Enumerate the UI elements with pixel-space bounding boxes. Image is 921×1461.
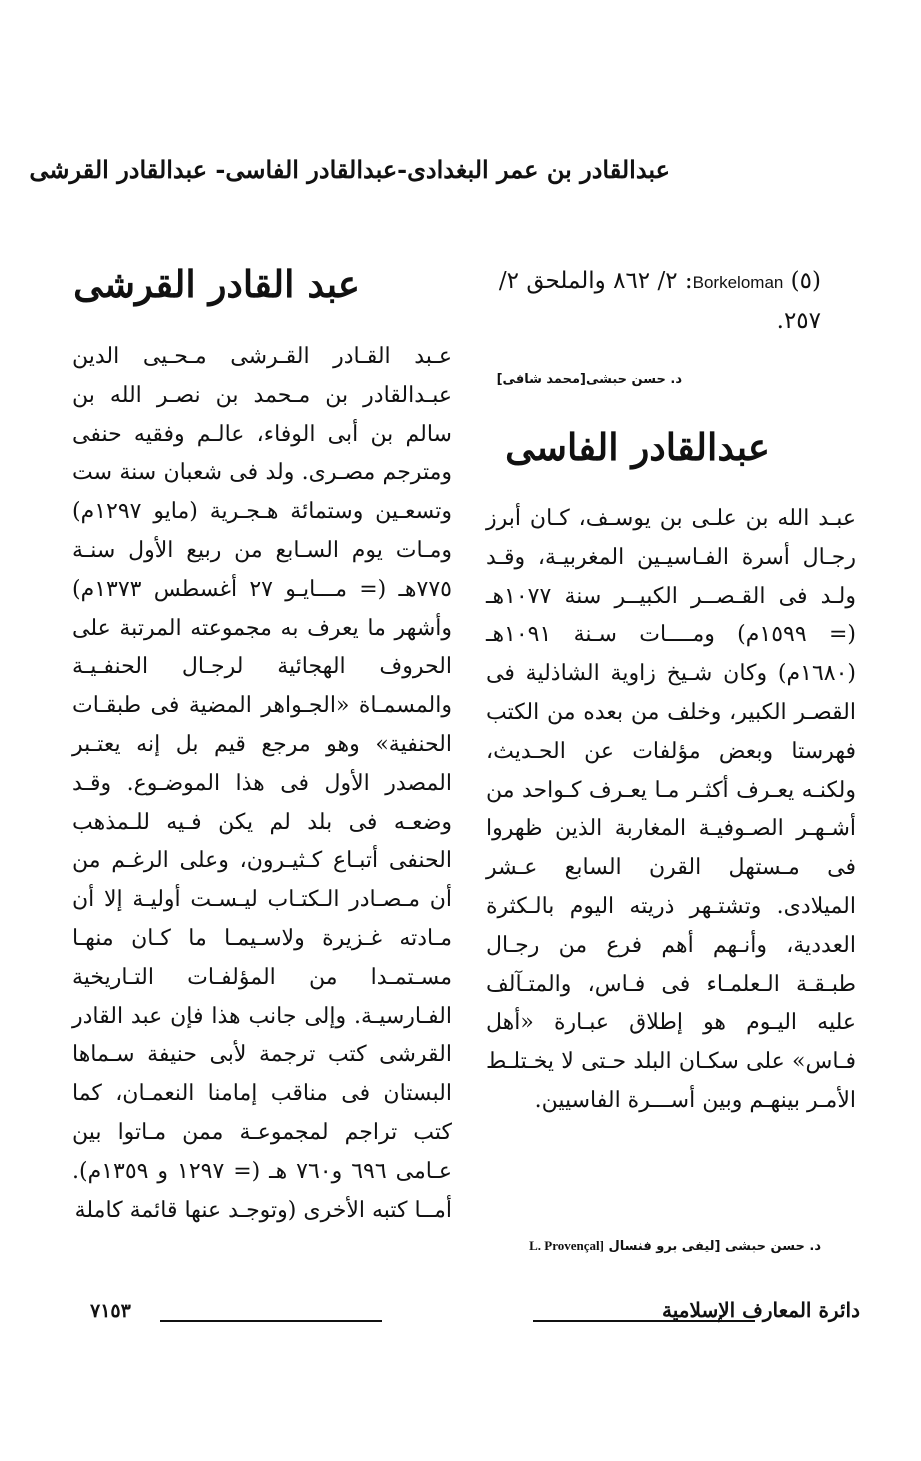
footer-title: دائرة المعارف الإسلامية	[662, 1298, 860, 1322]
footnote-number: (٥)	[790, 268, 821, 294]
article-fasi-signature	[506, 1238, 821, 1254]
page-number: ٧١٥٣	[90, 1300, 131, 1322]
footnote-latin: Borkeloman	[692, 273, 784, 292]
footer-rule	[160, 1320, 382, 1322]
article-qurashi-body: عـبد القـادر القـرشى مـحـيى الدين عبـدالقادر بن مـحمد بن نصـر الله بن سالم بن أبى الوفاء، عالـم وفقيه حنفى ومترجم مصـرى. ولد فى شعبان سنة ست وتسعـين وستمائة هـجـرية (مايو ١٢٩٧م) ومـات يوم السـابع من ربيع الأول سنـة ٧٧٥هـ (= مـــايـو ٢٧ أغسطس ١٣٧٣م) وأشهر ما يعرف به مجموعته المرتبة على الحروف الهجائية لرجـال الحنفـيـة والمسمـاة «الجـواهر المضية فى طبقـات الحنفية» وهو مرجع قيم بل إنه يعتـبر المصدر الأول فى هذا الموضـوع. وقـد وضعـه فى بلد لم يكن فـيه للـمذهب الحنفى أتبـاع كـثيـرون، وعلى الرغـم من أن مـصـادر الـكتـاب ليـسـت أوليـة إلا أن مـادته غـزيرة ولاسـيمـا ما كـان منهـا مسـتمـدا من المؤلفـات التـاريخية الفـارسيـة. وإلى جانب هذا فإن عبد القادر القرشى كتب ترجمة لأبى حنيفة سـماها البستان فى مناقب إمامنا النعمـان، كما كتب تراجم لمجموعـة ممن مـاتوا بين عـامى ٦٩٦ و٧٦٠ هـ (= ١٢٩٧ و ١٣٥٩م). أمــا كتبه الأخرى (وتوجـد عنها قائمة كاملة	[72, 344, 452, 1223]
footer-rule	[533, 1320, 755, 1322]
page-footer	[90, 1298, 860, 1334]
running-head: عبدالقادر بن عمر البغدادى-عبدالقادر الفاسى- عبدالقادر القرشى	[29, 155, 670, 184]
article-qurashi-title: عبد القادر القرشى	[73, 262, 360, 306]
footnote-5	[486, 262, 821, 340]
signature-latin: [L. Provençal	[529, 1238, 604, 1253]
article-fasi-title: عبدالقادر الفاسى	[505, 425, 770, 469]
footnote-text: : ٢/ ٨٦٢ والملحق ٢/ ٢٥٧.	[498, 268, 821, 334]
signature-arabic: د. حسن حبشى [ليفى برو فنسال	[608, 1239, 821, 1254]
article-fasi-body: عبـد الله بن علـى بن يوسـف، كـان أبرز رجـال أسرة الفـاسيـين المغربيـة، وقـد ولـد فى القـصــر الكبيــر سنة ١٠٧٧هـ (= ١٥٩٩م) ومــــات سـنة ١٠٩١هـ (١٦٨٠م) وكان شـيخ زاوية الشاذلية فى القصـر الكبير، وخلف من بعده من الكتب فهرستا وبعض مؤلفات عن الحـديث، ولكنـه يعـرف أكثـر مـا يعـرف كـواحد من أشـهـر الصـوفيـة المغاربة الذين ظهروا فى مـستهل القرن السابع عـشر الميلادى. وتشتـهر ذريته اليوم بالـكثرة العددية، وأنـهم أهم فرع من رجـال طبـقـة الـعلمـاء فى فـاس، والمتـآلف عليه اليـوم هو إطلاق عبـارة «أهل فـاس» على سكـان البلد حـتى لا يخـتلـط الأمـر بينهـم وبين أســـرة الفاسيين.	[486, 506, 856, 1113]
article-fasi-author: د. حسن حبشى[محمد شافى]	[496, 372, 682, 387]
